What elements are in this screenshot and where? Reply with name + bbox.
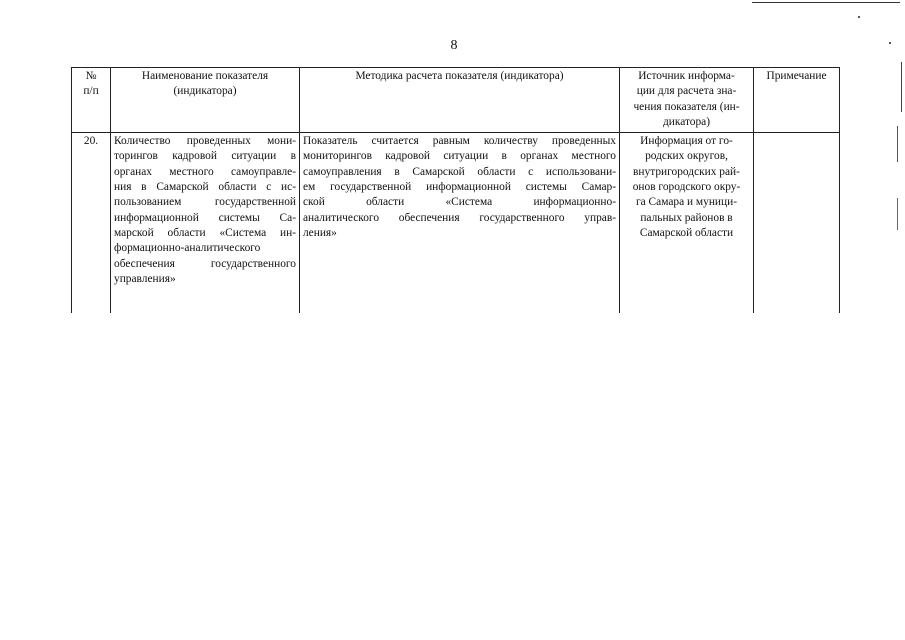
row-name (111, 133, 300, 313)
name-line: марской области «Система ин- (114, 226, 296, 239)
row-source: Информация от го- родских округов, внутригородских рай- онов городского окру- га Самара и муници- пальных районов в Самарской области (620, 133, 754, 313)
scan-edge-top (752, 2, 900, 3)
header-number: № п/п (72, 68, 111, 133)
method-line: Показатель считается равным количеству проведенных (303, 135, 616, 148)
name-line: пользованием государственной (114, 196, 296, 209)
method-line: мониторингов кадровой ситуации в органах местного (303, 150, 616, 163)
name-line: органах местного самоуправле- (114, 165, 296, 178)
header-source: Источник информа- ции для расчета зна- чения показателя (ин- дикатора) (620, 68, 754, 133)
method-line: ем государственной информационной системы Самар- (303, 181, 616, 194)
method-line: самоуправления в Самарской области с использовани- (303, 165, 616, 178)
page-number: 8 (450, 38, 458, 53)
name-line: Количество проведенных мони- (114, 135, 296, 148)
header-name: Наименование показателя (индикатора) (111, 68, 300, 133)
scan-edge-right (897, 198, 898, 230)
table-header-row (72, 68, 840, 133)
method-line: аналитического обеспечения государственного управ- (303, 211, 616, 224)
name-line: торингов кадровой ситуации в (114, 150, 296, 163)
name-line: ния в Самарской области с ис- (114, 181, 296, 194)
method-line: ской области «Система информационно- (303, 196, 616, 209)
row-note (754, 133, 840, 313)
method-line: ления» (303, 226, 337, 239)
scan-speck (889, 42, 891, 44)
indicators-table (71, 67, 840, 313)
scan-edge-right (901, 62, 902, 112)
table-row (72, 133, 840, 313)
name-line: формационно-аналитического (114, 242, 261, 255)
name-line: управления» (114, 272, 176, 285)
row-number: 20. (72, 133, 111, 313)
row-method (300, 133, 620, 313)
name-line: информационной системы Са- (114, 211, 296, 224)
scan-edge-right (897, 126, 898, 162)
name-line: обеспечения государственного (114, 257, 296, 270)
header-method: Методика расчета показателя (индикатора) (300, 68, 620, 133)
scan-speck (858, 16, 860, 18)
header-note: Примечание (754, 68, 840, 133)
